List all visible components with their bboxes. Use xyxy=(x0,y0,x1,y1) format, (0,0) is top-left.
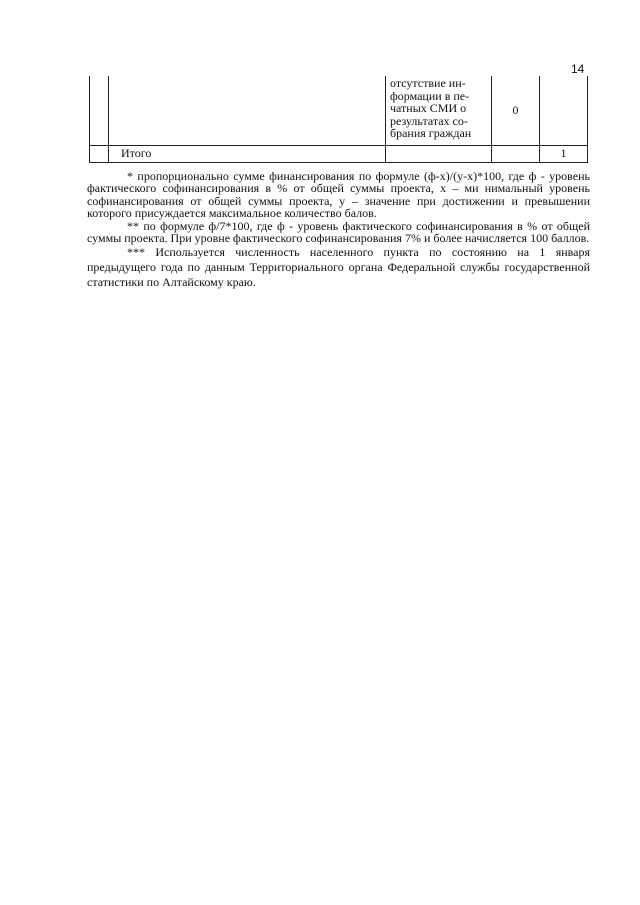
footnote-2: ** по формуле ф/7*100, где ф - уровень фактического софинансирования в % от общей суммы проекта. При уровне фактического софинансирования 7% и более начисляется 100 баллов. xyxy=(87,218,590,246)
table-row xyxy=(90,76,588,145)
page-number: 14 xyxy=(571,62,585,76)
criterion-text-line: формации в пе- xyxy=(390,88,470,103)
criterion-text-line: чатных СМИ о xyxy=(390,101,467,115)
criterion-cell xyxy=(386,76,492,145)
footnote-3: *** Используется численность населенного пункта по состоянию на 1 января предыдущего года по данным Территориального органа Федеральной службы государственной статистики по Алтайскому краю. xyxy=(87,245,590,290)
criterion-text-line: результатах со- xyxy=(390,113,468,128)
criterion-text-line: брания граждан xyxy=(390,126,472,140)
table-cell-empty xyxy=(90,76,109,145)
table-cell-empty xyxy=(90,145,109,162)
total-label: Итого xyxy=(109,145,386,162)
table-row-total xyxy=(90,145,588,162)
criterion-text-line: отсутствие ин- xyxy=(390,76,466,90)
table-cell-empty xyxy=(109,76,386,145)
footnote-1: * пропорционально сумме финансирования по формуле (ф-х)/(у-х)*100, где ф - уровень фактического софинансирования в % от общей суммы проекта, х – ми нимальный уровень софинансирования от общей суммы проекта, у – значение при достижении и превышении которого присуждается максимальное количество балов. xyxy=(87,169,590,221)
table-cell-empty xyxy=(386,145,492,162)
table-cell-empty xyxy=(492,145,540,162)
table-cell-empty xyxy=(540,76,588,145)
footnotes xyxy=(87,170,590,290)
total-value: 1 xyxy=(540,145,588,162)
criteria-table xyxy=(89,76,588,163)
criterion-score: 0 xyxy=(492,76,540,145)
